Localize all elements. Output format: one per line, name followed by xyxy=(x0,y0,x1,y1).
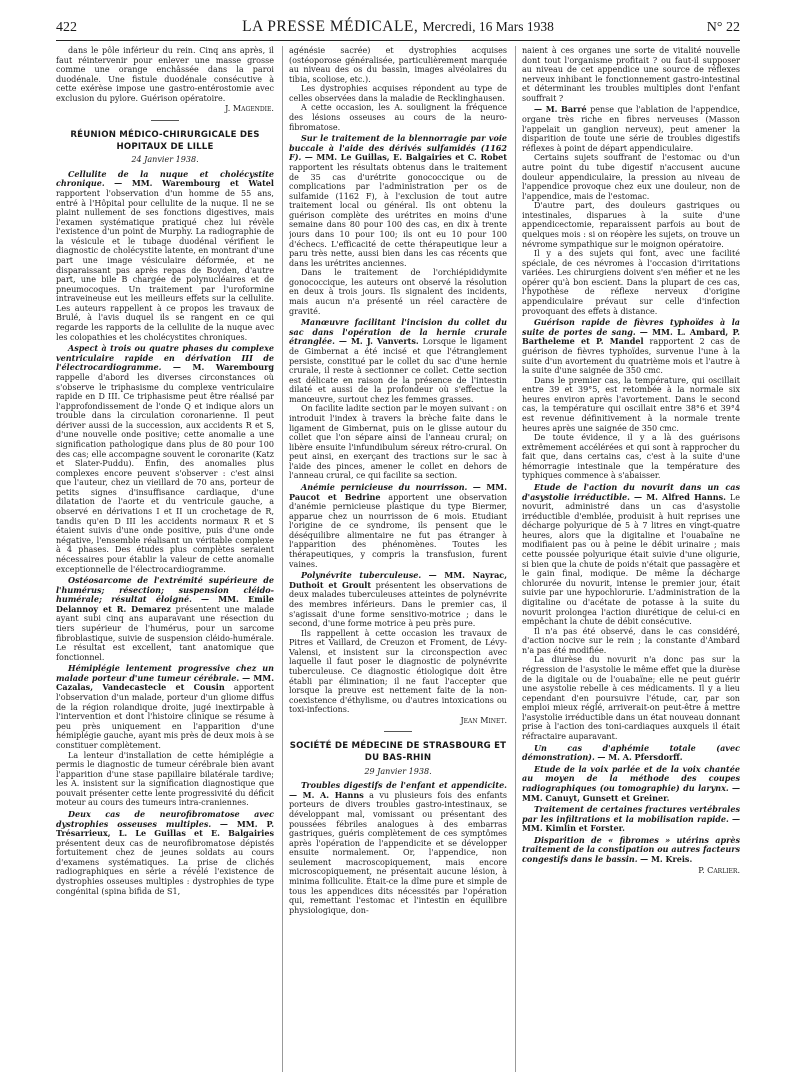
article-authors: — M. Kreis. xyxy=(640,853,693,864)
paragraph: Il y a des sujets qui font, avec une facilité spéciale, de ces névromes à l'occasion d'irritations variées. Les chirurgiens doivent s'en méfier et ne les opérer qu'à bon escient. Dans la plupart de ces cas, l'hypothèse de réflexe nerveux d'origine appendiculaire prévaut sur celle d'infection provoquant des effets à distance. xyxy=(522,249,740,316)
article-authors: — M. A. Hanns xyxy=(289,789,364,800)
article-title: Etude de l'action du novurit dans un cas d'asystolie irréductible. xyxy=(522,482,740,502)
article-title: Traitement de certaines fractures vertébrales par les infiltrations et la mobilisation rapide. xyxy=(522,804,740,824)
paragraph: Certains sujets souffrant de l'estomac ou d'un autre point du tube digestif n'accusent aucune douleur appendiculaire, la pression au niveau de l'appendice provoque chez eux une douleur, non de l'appendice, mais de l'estomac. xyxy=(522,153,740,201)
article-text: apportent l'observation d'un malade, porteur d'un gliome diffus de la région rolandique droite, jugé inextirpable à l'intervention et dont l'histoire clinique se résume à peu près uniquement en l'apparition d'une hémiplégie gauche, ayant mis près de deux mois à se constituer complètement. xyxy=(56,683,274,750)
paragraph: A cette occasion, les A. soulignent la fréquence des lésions osseuses au cours de la neuro-fibromatose. xyxy=(289,103,507,132)
paragraph: La lenteur d'installation de cette hémiplégie a permis le diagnostic de tumeur cérébrale bien avant l'apparition d'une stase papillaire bilatérale tardive; les A. insistent sur la signification diagnostique que pouvait présenter cette lente progressivité du déficit moteur au cours des tumeurs intra-craniennes. xyxy=(56,750,274,808)
article-text: présentent deux cas de neurofibromatose dépistés fortuitement chez de jeunes soldats au cours d'examens systématiques. La prise de clichés radiographiques en série a révélé l'existence de dystrophies osseuses multiples : dystrophies de type congénital (spina bifida de S1, xyxy=(56,838,274,896)
article-text: présentent une malade ayant subi cinq ans auparavant une résection du tiers supérieur de l'humérus, pour un sarcome fibroblastique, suivie de suspension cléido-humérale. Le résultat est excellent, tant anatomique que fonctionnel. xyxy=(56,604,274,662)
article-authors: — M. Barré xyxy=(534,104,587,115)
article-text: rappelle d'abord les diverses circonstances où s'observe le triphasisme du complexe ventriculaire rapide en D III. Ce triphasisme peut être réalisé par l'approfondissement de l'onde Q et indique alors un trouble dans la circulation coronarienne. Il peut dériver aussi de la succession, aux accidents R et S, d'une nouvelle onde positive; cette anomalie a une signification pathologique dans plus de 80 pour 100 des cas; elle accompagne souvent le coronarite (Katz et Slater-Puddu). Enfin, des anomalies plus complexes encore peuvent s'observer : c'est ainsi que l'auteur, chez un vieillard de 70 ans, porteur de petits signes d'insuffisance cardiaque, d'une dilatation de l'aorte et du ventricule gauche, a observé en dérivations I et II un crochetage de R, tandis qu'en D III les accidents normaux R et S étaient suivis d'une onde positive, puis d'une onde négative, l'ensemble réalisant un véritable complexe à 4 phases. Des études plus complètes seraient nécessaires pour établir la valeur de cette anomalie exceptionnelle de l'électrocardiogramme. xyxy=(56,372,274,574)
article-authors: — MM. Le Guillas, E. Balgairies et C. Robet xyxy=(304,152,507,163)
article xyxy=(56,664,274,750)
paragraph: naient à ces organes une sorte de vitalité nouvelle dont tout l'organisme profitait ? ou faut-il supposer au niveau de cet appendice une source de réflexes nerveux inhibant le fonctionnement gastro-intestinal et déterminant les troubles multiples dont l'enfant souffrait ? xyxy=(522,46,740,103)
article-authors: — MM. Emile Delannoy et R. Demarez xyxy=(56,594,274,614)
issue-number: N° 22 xyxy=(706,20,740,35)
article-title: Anémie pernicieuse du nourrisson. xyxy=(301,482,468,493)
page-header xyxy=(56,18,740,41)
column-3 xyxy=(522,46,740,1076)
paragraph: On facilite ladite section par le moyen suivant : on introduit l'index à travers la brèche faite dans le ligament de Gimbernat, puis on le glisse autour du collet que l'on sépare ainsi de l'anneau crural; on libère ensuite l'infundibulum séreux rétro-crural. On peut ainsi, en exerçant des tractions sur le sac à l'aide des pinces, amener le collet en dehors de l'anneau crural, ce qui facilite sa section. xyxy=(289,404,507,481)
article-authors: — MM. L. Ambard, P. Bartheleme et P. Mandel xyxy=(522,326,740,347)
paragraph: agénésie sacrée) et dystrophies acquises (ostéoporose généralisée, particulièrement marquée au niveau des os du bassin, images alvéolaires du tibia, scoliose, etc.). xyxy=(289,46,507,84)
article-title: Deux cas de neurofibromatose avec dystrophies osseuses multiples. xyxy=(56,808,274,829)
article xyxy=(56,344,274,574)
article xyxy=(56,170,274,342)
paragraph: dans le pôle inférieur du rein. Cinq ans après, il faut réintervenir pour enlever une masse grosse comme une orange enchâssée dans la paroi duodénale. Une fistule duodénale consécutive à cette exérèse impose une gastro-entérostomie avec exclusion du pylore. Guérison opératoire. xyxy=(56,46,274,103)
article-authors: — MM. Kimlin et Forster. xyxy=(522,813,740,834)
reply xyxy=(522,105,740,153)
article xyxy=(289,318,507,404)
article-text: présentent les observations de deux malades tuberculeuses atteintes de polynévrite des membres inférieurs. Dans le premier cas, il s'agissait d'une forme sensitivo-motrice ; dans le second, d'une forme motrice à peu près pure. xyxy=(289,580,507,629)
article-authors: — MM. Warembourg et Watel xyxy=(114,178,274,189)
divider xyxy=(384,731,412,732)
article-authors: — M. J. Vanverts. xyxy=(338,336,419,347)
article-text: rapportent l'observation d'un homme de 55 ans, entré à l'Hôpital pour cellulite de la nuque. Il ne se plaint nullement de ses fonctions digestives, mais l'examen systématique pratiqué chez lui révèle l'existence d'un point de Murphy. La radiographie de la vésicule et le tubage duodénal vérifient le diagnostic de cholécystite latente, en montrant d'une part une image vésiculaire déformée, et ne disparaissant pas après repas de Boyden, d'autre part, une bile B chargée de polynucléaires et de pneumocoques. Un traitement par l'uroformine intraveineuse eut les meilleurs effets sur la cellulite. Les auteurs rappellent à ce propos les travaux de Brulé, à l'avis duquel ils se rangent en ce qui regarde les rapports de la cellulite de la nuque avec les colopathies et les cholécystites chroniques. xyxy=(56,188,274,342)
article xyxy=(522,836,740,865)
paragraph: Ils rappellent à cette occasion les travaux de Pitres et Vaillard, de Creuzon et Froment, de Lévy-Valensi, et insistent sur la circonspection avec laquelle il faut poser le diagnostic de polynévrite tuberculeuse. Ce diagnostic étiologique doit être établi par élimination; il ne faut l'accepter que lorsque la preuve est nettement faite de la non-coexistence d'éthylisme, ou d'autres intoxications ou toxi-infections. xyxy=(289,628,507,715)
article-title: Disparition de « fibromes » utérins après traitement de la constipation ou autres facteurs congestifs dans le bassin. xyxy=(522,834,740,864)
column-1 xyxy=(56,46,274,1076)
column-2 xyxy=(289,46,507,1076)
paragraph: De toute évidence, il y a là des guérisons extrêmement accélérées et qui sont à rapprocher du fait que, dans certains cas, c'est à la suite d'une hémorragie intestinale que la température des typhiques commence à s'abaisser. xyxy=(522,433,740,481)
article-text: a vu plusieurs fois des enfants porteurs de divers troubles gastro-intestinaux, se développant mal, vomissant ou présentant des poussées fébriles analogues à des embarras gastriques, guéris complètement de ces symptômes après l'opération de l'appendicite et se développer ensuite normalement. Or, l'appendice, non seulement macroscopiquement, mais encore microscopiquement, ne présentait aucune lésion, à minima folliculite. Était-ce la dîme pure et simple de tous les appendices dits nécessités par l'opération qui, remettant l'estomac et l'intestin en équilibre physiologique, don- xyxy=(289,790,507,915)
divider xyxy=(151,120,179,121)
article xyxy=(289,571,507,628)
article xyxy=(289,134,507,268)
issue-date: Mercredi, 16 Mars 1938 xyxy=(422,19,554,34)
article-text: Le novurit, administré dans un cas d'asystolie irréductible d'emblée, produisit à huit reprises une décharge polyurique de 5 à 7 litres en vingt-quatre heures, alors que la digitaline et l'ouabaïne ne modifiaient pas ou à peine le débit urinaire ; mais cette poussée polyurique était suivie d'une oligurie, si bien que la chute de poids n'était que passagère et le gain final, modique. De même la décharge chlorurée du novurit, intense le premier jour, était suivie par une hypochlorurie. L'administration de la digitaline ou d'acétate de potasse à la suite du novurit prolongea l'action diurétique de celui-ci en empêchant la chute de débit consécutive. xyxy=(522,492,740,627)
article-title: Guérison rapide de fièvres typhoïdes à la suite de portes de sang. xyxy=(522,317,740,337)
signature: P. Carlier. xyxy=(698,865,740,875)
article-title: Etude de la voix parlée et de la voix chantée au moyen de la méthode des coupes radiographiques (ou tomographie) du larynx. xyxy=(522,763,740,793)
article-title: Troubles digestifs de l'enfant et appendicite. xyxy=(301,780,507,791)
article-title: Ostéosarcome de l'extrémité supérieure de l'humérus; résection; suspension cléido-humérale; résultat éloigné. xyxy=(56,575,274,605)
article-title: Un cas d'aphémie totale (avec démonstration). xyxy=(522,742,740,763)
article-title: Manœuvre facilitant l'incision du collet du sac dans l'opération de la hernie crurale étranglée. xyxy=(289,317,507,347)
article xyxy=(56,576,274,662)
paragraph: Les dystrophies acquises répondent au type de celles observées dans la maladie de Recklinghausen. xyxy=(289,84,507,103)
article-authors: — MM. P. Trésarrieux, L. Le Guillas et E. Balgairies xyxy=(56,818,274,839)
article-authors: — MM. Cazalas, Vandecastecle et Cousin xyxy=(56,672,274,693)
article-columns xyxy=(56,46,740,1076)
article xyxy=(289,781,507,915)
article-text: pense que l'ablation de l'appendice, organe très riche en fibres nerveuses (Masson l'appelait un ganglion nerveux), peut amener la disparition de toute une série de troubles digestifs réflexes à point de départ appendiculaire. xyxy=(522,105,740,153)
page-number: 422 xyxy=(56,20,77,35)
article-title: Aspect à trois ou quatre phases du complexe ventriculaire rapide en dérivation III de l'électrocardiogramme. xyxy=(56,343,274,373)
article-authors: — M. A. Pfersdorff. xyxy=(597,752,683,763)
article-title: Cellulite de la nuque et cholécystite chronique. xyxy=(56,168,274,189)
journal-name: LA PRESSE MÉDICALE, xyxy=(242,18,419,35)
paragraph: La diurèse du novurit n'a donc pas sur la régression de l'asystolie le même effet que la diurèse de la digitale ou de l'ouabaïne; elle ne peut guérir une asystolie rebelle à ces médicaments. Il y a lieu cependant d'en poursuivre l'étude, car, par son emploi mieux réglé, arriverait-on peut-être à mettre l'asystolie irréductible dans un état nouveau donnant prise à l'action des toni-cardiaques auxquels il était réfractaire auparavant. xyxy=(522,655,740,742)
signature: Jean Minet. xyxy=(460,715,507,725)
paragraph: D'autre part, des douleurs gastriques ou intestinales, disparues à la suite d'une appendicectomie, reparaissent parfois au bout de quelques mois : si on réopère les sujets, on trouve un névrome sympathique sur le moignon opératoire. xyxy=(522,201,740,249)
article-authors: — M. Alfred Hanns. xyxy=(633,491,726,502)
article-text: rapportent les résultats obtenus dans le traitement de 35 cas d'urétrite gonococcique ou de complications par l'administration per os de sulfamide (1162 F), à l'exclusion de tout autre traitement local ou général. Ils ont obtenu la guérison complète des urétrites en moins d'une semaine dans 80 pour 100 des cas, en dix à trente jours dans 10 pour 100; ils ont eu 10 pour 100 d'échecs. L'efficacité de cette thérapeutique leur a paru très nette, aussi bien dans les cas récents que dans les urétrites anciennes. xyxy=(289,162,507,268)
article-text: rapportent 2 cas de guérison de fièvres typhoïdes, survenue l'une à la suite d'un avortement du quatrième mois et l'autre à la suite d'une saignée de 350 cmc. xyxy=(522,337,740,376)
article-text: Lorsque le ligament de Gimbernat a été incisé et que l'étranglement persiste, constitué par le collet du sac d'une hernie crurale, il reste à sectionner ce collet. Cette section est délicate en raison de la présence de l'intestin dilaté et aussi de la profondeur où s'effectue la manœuvre, surtout chez les femmes grasses. xyxy=(289,337,507,404)
section-date: 29 Janvier 1938. xyxy=(364,766,432,776)
signature: J. Magendie. xyxy=(225,104,274,114)
article-text: apportent une observation d'anémie pernicieuse plastique du type Biermer, apparue chez un nourrisson de 6 mois. Etudiant l'origine de ce syndrome, ils pensent que le déséquilibre alimentaire ne fut pas étranger à l'apparition des phénomènes. Toutes les thérapeutiques, y compris la transfusion, furent vaines. xyxy=(289,492,507,569)
article-title: Sur le traitement de la blennorragie par voie buccale à l'aide des dérivés sulfamidés (1162 F). xyxy=(289,133,507,163)
paragraph: Dans le premier cas, la température, qui oscillait entre 39 et 39°5, est retombée à la normale six heures environ après l'avortement. Dans le second cas, la température qui oscillait entre 38°6 et 39°4 est revenue définitivement à la normale trente heures après une saignée de 350 cmc. xyxy=(522,375,740,433)
article xyxy=(522,805,740,834)
article-title: Polynévrite tuberculeuse. xyxy=(301,570,422,581)
article xyxy=(522,483,740,627)
article xyxy=(56,810,274,896)
article-authors: — MM. Canuyt, Gunsett et Greiner. xyxy=(522,782,740,803)
article-authors: — M. Warembourg xyxy=(172,362,274,373)
section-title: SOCIÉTÉ DE MÉDECINE DE STRASBOURG ET DU BAS-RHIN xyxy=(289,741,507,764)
article-authors: — MM. Nayrac, Duthoit et Groult xyxy=(289,570,507,590)
section-date: 24 Janvier 1938. xyxy=(131,155,199,165)
journal-title xyxy=(56,18,740,36)
article-title: Hémiplégie lentement progressive chez un malade porteur d'une tumeur cérébrale. xyxy=(56,663,274,683)
paragraph: Il n'a pas été observé, dans le cas considéré, d'action nocive sur le rein ; la constante d'Ambard n'a pas été modifiée. xyxy=(522,626,740,655)
article xyxy=(522,318,740,375)
article-authors: — MM. Paucot et Bedrine xyxy=(289,482,507,502)
article xyxy=(522,765,740,803)
paragraph: Dans le traitement de l'orchiépididymite gonococcique, les auteurs ont observé la résolution en deux à trois jours. Ils signalent des incidents, mais aucun n'a présenté un réel caractère de gravité. xyxy=(289,268,507,316)
article xyxy=(522,744,740,763)
section-title: RÉUNION MÉDICO-CHIRURGICALE DES HOPITAUX DE LILLE xyxy=(70,130,260,152)
article xyxy=(289,483,507,569)
